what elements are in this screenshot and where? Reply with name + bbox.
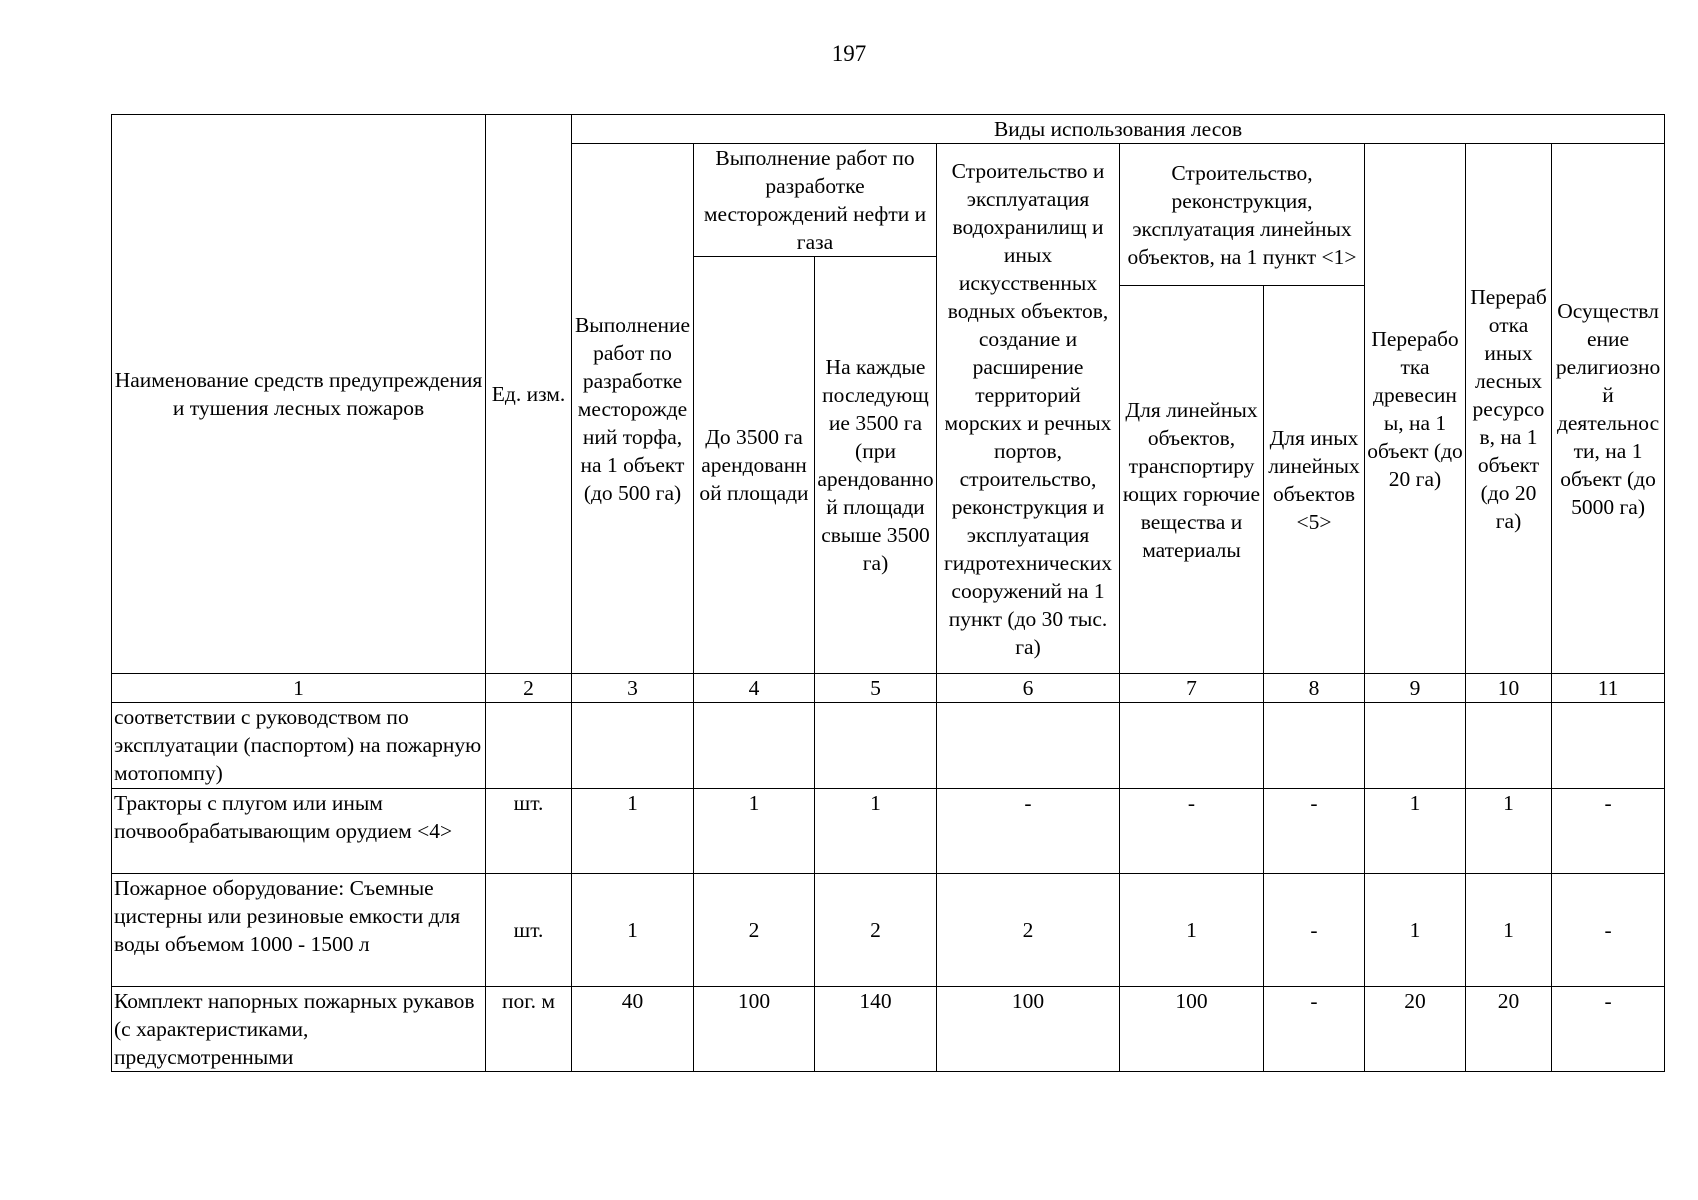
header-linear-other: Для иных линейных объектов <5>	[1264, 286, 1365, 674]
header-reservoirs-ports: Строительство и эксплуатация водохранилищ и иных искусственных водных объектов, создание и расширение территорий морских и речных портов, строительство, реконструкция и эксплуатация гидротехнических сооружений на 1 пункт (до 30 тыс. га)	[937, 144, 1120, 674]
header-oil-gas-each-3500: На каждые последующие 3500 га (при арендованной площади свыше 3500 га)	[815, 257, 937, 674]
column-number: 5	[815, 674, 937, 703]
row-value	[572, 703, 694, 789]
row-value	[1120, 703, 1264, 789]
row-unit	[486, 703, 572, 789]
row-name: Комплект напорных пожарных рукавов (с характеристиками, предусмотренными	[112, 987, 486, 1072]
column-number: 10	[1466, 674, 1552, 703]
row-value: 100	[937, 987, 1120, 1072]
row-value	[1365, 703, 1466, 789]
row-value: -	[937, 789, 1120, 874]
row-value: 1	[1466, 789, 1552, 874]
header-linear-flammable: Для линейных объектов, транспортирующих горючие вещества и материалы	[1120, 286, 1264, 674]
row-value	[694, 703, 815, 789]
header-religious-activity: Осуществление религиозной деятельности, на 1 объект (до 5000 га)	[1552, 144, 1665, 674]
column-number: 8	[1264, 674, 1365, 703]
header-unit-column: Ед. изм.	[486, 115, 572, 674]
row-name: Пожарное оборудование: Съемные цистерны или резиновые емкости для воды объемом 1000 - 1500 л	[112, 874, 486, 987]
row-value	[937, 703, 1120, 789]
row-value: 1	[1365, 789, 1466, 874]
row-value: -	[1552, 987, 1665, 1072]
row-unit: шт.	[486, 789, 572, 874]
row-value: -	[1264, 789, 1365, 874]
column-number: 2	[486, 674, 572, 703]
column-number: 7	[1120, 674, 1264, 703]
row-value: 2	[937, 874, 1120, 987]
row-value	[1552, 703, 1665, 789]
row-value	[815, 703, 937, 789]
row-value: 100	[1120, 987, 1264, 1072]
row-value: 1	[572, 874, 694, 987]
column-number: 6	[937, 674, 1120, 703]
row-value	[1466, 703, 1552, 789]
row-value: -	[1120, 789, 1264, 874]
row-value: 1	[1120, 874, 1264, 987]
row-value: -	[1552, 789, 1665, 874]
header-peat-development: Выполнение работ по разработке месторождений торфа, на 1 объект (до 500 га)	[572, 144, 694, 674]
row-value: -	[1264, 874, 1365, 987]
table-row	[112, 987, 1665, 1072]
page-number: 197	[831, 41, 867, 66]
row-value: 1	[1466, 874, 1552, 987]
column-number: 9	[1365, 674, 1466, 703]
column-number: 4	[694, 674, 815, 703]
header-oil-gas-group: Выполнение работ по разработке месторождений нефти и газа	[694, 144, 937, 257]
row-value: 1	[694, 789, 815, 874]
header-forest-use-types: Виды использования лесов	[572, 115, 1665, 144]
header-wood-processing: Переработка древесины, на 1 объект (до 20 га)	[1365, 144, 1466, 674]
header-oil-gas-up-to-3500: До 3500 га арендованной площади	[694, 257, 815, 674]
table-row	[112, 874, 1665, 987]
column-numbers-row	[112, 674, 1665, 703]
column-number: 3	[572, 674, 694, 703]
header-other-resources-processing: Переработка иных лесных ресурсов, на 1 объект (до 20 га)	[1466, 144, 1552, 674]
row-value	[1264, 703, 1365, 789]
row-value: -	[1264, 987, 1365, 1072]
table-row	[112, 703, 1665, 789]
fire-equipment-norms-table	[111, 114, 1665, 1072]
row-value: 20	[1365, 987, 1466, 1072]
row-value: 40	[572, 987, 694, 1072]
column-number: 11	[1552, 674, 1665, 703]
row-name: Тракторы с плугом или иным почвообрабатывающим орудием <4>	[112, 789, 486, 874]
row-value: 100	[694, 987, 815, 1072]
row-value: 140	[815, 987, 937, 1072]
header-name-column: Наименование средств предупреждения и тушения лесных пожаров	[112, 115, 486, 674]
row-value: -	[1552, 874, 1665, 987]
row-value: 1	[1365, 874, 1466, 987]
header-linear-objects-group: Строительство, реконструкция, эксплуатация линейных объектов, на 1 пункт <1>	[1120, 144, 1365, 286]
row-value: 2	[815, 874, 937, 987]
column-number: 1	[112, 674, 486, 703]
row-unit: шт.	[486, 874, 572, 987]
row-value: 20	[1466, 987, 1552, 1072]
row-unit: пог. м	[486, 987, 572, 1072]
row-name: соответствии с руководством по эксплуатации (паспортом) на пожарную мотопомпу)	[112, 703, 486, 789]
table-row	[112, 789, 1665, 874]
row-value: 1	[815, 789, 937, 874]
row-value: 1	[572, 789, 694, 874]
row-value: 2	[694, 874, 815, 987]
